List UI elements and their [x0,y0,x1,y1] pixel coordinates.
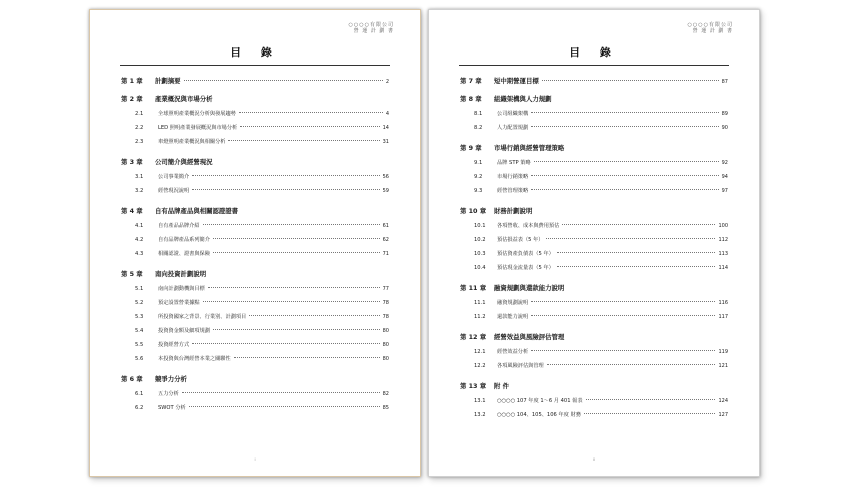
dot-leader [192,189,379,190]
section-number: 4.1 [135,223,144,229]
section-title: 各項營收、成本與費用預估 [497,223,560,229]
toc-section-group [121,282,389,366]
section-page: 116 [718,300,728,306]
section-page: 62 [382,237,389,243]
section-number: 12.2 [474,363,486,369]
toc-section[interactable] [460,247,728,261]
toc-section[interactable] [460,219,728,233]
section-number: 9.2 [474,174,483,180]
chapter-number: 第 9 章 [460,144,482,152]
section-title: 還款能力說明 [497,314,529,320]
section-number: 2.1 [135,111,144,117]
toc-chapter[interactable] [121,206,389,216]
toc-chapter[interactable] [121,94,389,104]
section-page: 90 [721,125,728,131]
toc-chapter[interactable] [121,269,389,279]
chapter-number: 第 13 章 [460,382,487,390]
company-name: ○○○○有限公司 [348,22,394,28]
section-title: 投資經營方式 [158,342,190,348]
dot-leader [184,80,383,81]
chapter-page: 2 [385,79,389,85]
toc-section[interactable] [460,156,728,170]
section-number: 5.6 [135,356,144,362]
section-number: 11.1 [474,300,486,306]
chapter-number: 第 6 章 [121,375,143,383]
toc-section-group [460,296,728,324]
section-number: 11.2 [474,314,486,320]
chapter-title: 組織架構與人力規劃 [494,95,552,103]
section-number: 5.5 [135,342,144,348]
dot-leader [189,406,380,407]
chapter-title: 附 件 [494,382,510,390]
dot-leader [240,126,379,127]
section-page: 92 [721,160,728,166]
section-number: 10.4 [474,265,486,271]
section-number: 2.3 [135,139,144,145]
dot-leader [182,392,380,393]
toc-section[interactable] [460,359,728,373]
toc-chapter[interactable] [460,94,728,104]
chapter-title: 產業概況與市場分析 [155,95,213,103]
section-page: 71 [382,251,389,257]
chapter-number: 第 7 章 [460,77,482,85]
section-title: 公司事業簡介 [158,174,190,180]
toc-section[interactable] [121,107,389,121]
dot-leader [531,189,718,190]
toc-section[interactable] [460,296,728,310]
section-number: 13.2 [474,412,486,418]
section-title: ○○○○ 107 年度 1～6 月 401 報表 [497,398,583,404]
chapter-number: 第 3 章 [121,158,143,166]
section-page: 80 [382,342,389,348]
toc-chapter[interactable] [121,374,389,384]
section-page: 14 [382,125,389,131]
toc-section[interactable] [460,261,728,275]
toc-section-group [460,107,728,135]
section-title: ○○○○ 104、105、106 年度 財務 [497,412,581,418]
chapter-title: 自有品牌產品與相關認證證書 [155,207,239,215]
toc-section[interactable] [121,247,389,261]
section-page: 80 [382,356,389,362]
section-page: 94 [721,174,728,180]
toc-section-group [121,107,389,149]
dot-leader [203,224,380,225]
section-title: SWOT 分析 [158,405,186,411]
section-page: 100 [718,223,728,229]
toc-section[interactable] [121,338,389,352]
dot-leader [531,315,715,316]
dot-leader [534,161,719,162]
section-title: 預估資產負債表（5 年） [497,251,554,257]
dot-leader [213,252,380,253]
section-title: 各項風險評估與管理 [497,363,544,369]
dot-leader [213,329,380,330]
section-number: 6.2 [135,405,144,411]
toc-section-group [460,345,728,373]
section-number: 10.2 [474,237,486,243]
chapter-title: 競爭力分析 [155,375,187,383]
toc-chapter[interactable] [460,332,728,342]
toc-section[interactable] [121,352,389,366]
dot-leader [586,399,716,400]
section-title: 相關認證、證書與保險 [158,251,210,257]
toc-page-right [428,9,760,477]
dot-leader [203,301,380,302]
document-name: 營 運 計 劃 書 [353,28,394,34]
section-title: 南向計劃動機與目標 [158,286,205,292]
toc-section-group [121,170,389,198]
toc-chapter[interactable] [460,206,728,216]
section-page: 114 [718,265,728,271]
section-number: 6.1 [135,391,144,397]
section-page: 89 [721,111,728,117]
dot-leader [192,343,379,344]
section-title: 本投資與台灣經營本業之關聯性 [158,356,231,362]
section-number: 2.2 [135,125,144,131]
toc-section[interactable] [460,121,728,135]
dot-leader [213,238,380,239]
section-number: 12.1 [474,349,486,355]
chapter-number: 第 10 章 [460,207,487,215]
dot-leader [249,315,379,316]
section-page: 59 [382,188,389,194]
toc-list [121,76,389,415]
heading-rule [120,65,390,66]
section-title: 人力配置規劃 [497,125,529,131]
chapter-number: 第 5 章 [121,270,143,278]
chapter-title: 南向投資計劃說明 [155,270,207,278]
section-page: 124 [718,398,728,404]
chapter-title: 短中期營運目標 [494,77,539,85]
chapter-number: 第 2 章 [121,95,143,103]
section-number: 5.1 [135,286,144,292]
company-header [688,22,733,34]
dot-leader [192,175,379,176]
dot-leader [531,301,715,302]
section-title: 投資資金額及細項規劃 [158,328,210,334]
section-title: 預估損益表（5 年） [497,237,544,243]
section-number: 4.3 [135,251,144,257]
dot-leader [557,266,716,267]
toc-chapter[interactable] [460,143,728,153]
dot-leader [531,175,718,176]
section-title: 經營現況說明 [158,188,190,194]
toc-section[interactable] [460,233,728,247]
chapter-number: 第 12 章 [460,333,487,341]
toc-section-group [460,156,728,198]
toc-section[interactable] [460,394,728,408]
section-number: 13.1 [474,398,486,404]
toc-chapter[interactable] [460,283,728,293]
section-title: 預估現金流量表（5 年） [497,265,554,271]
chapter-title: 財務計劃說明 [494,207,533,215]
document-name: 營 運 計 劃 書 [692,28,733,34]
dot-leader [239,112,383,113]
toc-section[interactable] [460,170,728,184]
dot-leader [234,357,380,358]
dot-leader [228,140,379,141]
dot-leader [531,112,718,113]
toc-section[interactable] [121,282,389,296]
toc-section[interactable] [121,387,389,401]
section-title: LED 照明產業發展概況與市場分析 [158,125,238,131]
heading-rule [459,65,729,66]
section-title: 五力分析 [158,391,179,397]
section-page: 78 [382,300,389,306]
section-title: 經營效益分析 [497,349,529,355]
section-title: 品牌 STP 策略 [497,160,531,166]
toc-section[interactable] [460,107,728,121]
section-page: 97 [721,188,728,194]
chapter-number: 第 8 章 [460,95,482,103]
section-title: 車燈照明產業概況與相關分析 [158,139,226,145]
section-title: 自有產品品牌介紹 [158,223,200,229]
section-number: 3.2 [135,188,144,194]
section-page: 80 [382,328,389,334]
toc-chapter[interactable] [460,381,728,391]
section-page: 56 [382,174,389,180]
toc-page-left [89,9,421,477]
section-title: 自有品牌產品系列簡介 [158,237,210,243]
section-number: 10.1 [474,223,486,229]
section-number: 8.2 [474,125,483,131]
toc-section-group [460,394,728,422]
toc-heading: 目 錄 [569,46,619,59]
section-page: 82 [382,391,389,397]
section-page: 112 [718,237,728,243]
section-title: 全球照明產業概況分析與發展趨勢 [158,111,236,117]
chapter-title: 融資規劃與還款能力說明 [494,284,565,292]
section-page: 61 [382,223,389,229]
section-number: 5.3 [135,314,144,320]
section-number: 5.4 [135,328,144,334]
toc-chapter[interactable] [121,76,389,86]
dot-leader [531,350,715,351]
dot-leader [531,126,718,127]
section-number: 10.3 [474,251,486,257]
section-page: 77 [382,286,389,292]
toc-list [460,76,728,422]
chapter-number: 第 11 章 [460,284,487,292]
toc-section[interactable] [121,310,389,324]
dot-leader [557,252,716,253]
toc-chapter[interactable] [121,157,389,167]
chapter-number: 第 1 章 [121,77,143,85]
toc-section[interactable] [121,184,389,198]
chapter-title: 經營效益與風險評估管理 [494,333,565,341]
toc-chapter[interactable] [460,76,728,86]
toc-section[interactable] [121,121,389,135]
section-number: 8.1 [474,111,483,117]
chapter-number: 第 4 章 [121,207,143,215]
section-title: 經營管理策略 [497,188,529,194]
dot-leader [546,238,715,239]
toc-section[interactable] [460,310,728,324]
section-title: 公司組織架構 [497,111,529,117]
page-number: ii [592,457,596,462]
dot-leader [542,80,719,81]
section-title: 預定設置營業據點 [158,300,200,306]
section-page: 85 [382,405,389,411]
section-number: 3.1 [135,174,144,180]
toc-section[interactable] [121,296,389,310]
toc-section[interactable] [121,233,389,247]
section-number: 4.2 [135,237,144,243]
chapter-title: 計劃摘要 [155,77,181,85]
section-page: 4 [385,111,389,117]
section-title: 融資規劃說明 [497,300,529,306]
toc-section[interactable] [121,219,389,233]
chapter-title: 市場行銷與經營管理策略 [494,144,565,152]
toc-section[interactable] [121,135,389,149]
company-header [349,22,394,34]
dot-leader [562,224,715,225]
chapter-title: 公司簡介與經營現況 [155,158,213,166]
dot-leader [208,287,380,288]
section-title: 市場行銷策略 [497,174,529,180]
section-page: 121 [718,363,728,369]
section-page: 117 [718,314,728,320]
toc-section-group [121,387,389,415]
company-name: ○○○○有限公司 [687,22,733,28]
dot-leader [547,364,716,365]
toc-heading: 目 錄 [230,46,280,59]
section-page: 31 [382,139,389,145]
toc-section[interactable] [121,170,389,184]
toc-section[interactable] [121,401,389,415]
toc-section-group [121,219,389,261]
section-number: 9.1 [474,160,483,166]
toc-section[interactable] [121,324,389,338]
section-number: 5.2 [135,300,144,306]
toc-section-group [460,219,728,275]
section-page: 113 [718,251,728,257]
dot-leader [584,413,716,414]
chapter-page: 87 [721,79,728,85]
toc-section[interactable] [460,184,728,198]
toc-section[interactable] [460,345,728,359]
section-page: 119 [718,349,728,355]
section-page: 78 [382,314,389,320]
page-number: i [254,457,256,462]
section-title: 所投資國家之背景、行業別、計劃項目 [158,314,247,320]
section-number: 9.3 [474,188,483,194]
section-page: 127 [718,412,728,418]
toc-section[interactable] [460,408,728,422]
